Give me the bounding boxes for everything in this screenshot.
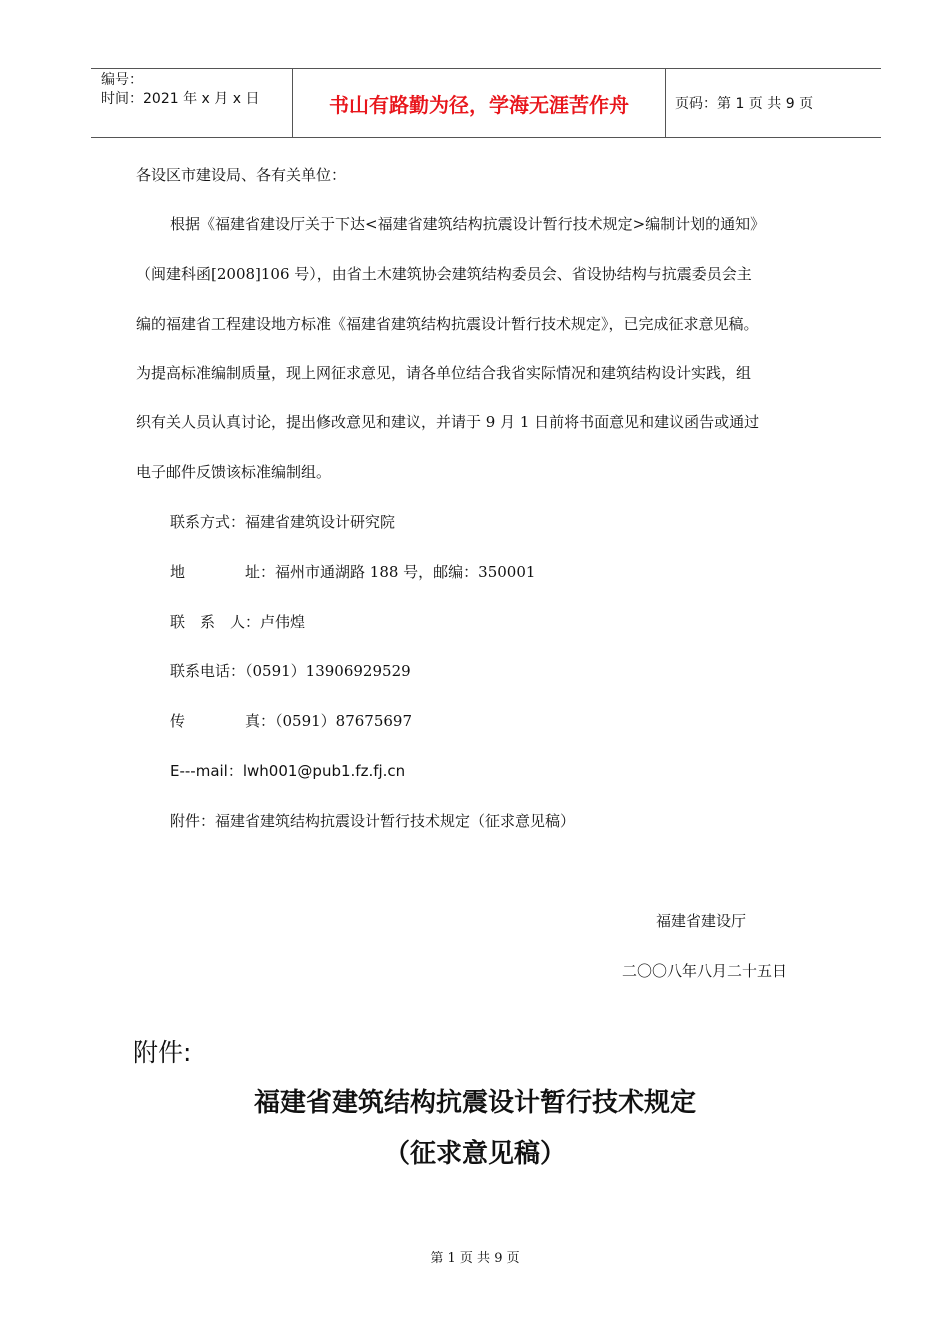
paragraph-line: 电子邮件反馈该标准编制组。 — [136, 463, 332, 481]
time-label: 时间：2021 年 x 月 x 日 — [101, 91, 260, 107]
page-footer: 第 1 页 共 9 页 — [430, 1251, 520, 1266]
contact-email: E---mail：lwh001@pub1.fz.fj.cn — [170, 762, 406, 780]
paragraph-line: 根据《福建省建设厅关于下达<福建省建筑结构抗震设计暂行技术规定>编制计划的通知》 — [170, 215, 766, 233]
attachment-label: 附件: — [133, 1038, 192, 1067]
signer: 福建省建设厅 — [656, 912, 747, 930]
contact-fax: 传 真：（0591）87675697 — [170, 712, 413, 730]
header-meta — [91, 69, 293, 137]
contact-method: 联系方式：福建省建筑设计研究院 — [170, 513, 396, 531]
attachment-note: 附件：福建省建筑结构抗震设计暂行技术规定（征求意见稿） — [170, 812, 576, 830]
salutation: 各设区市建设局、各有关单位： — [136, 166, 347, 184]
paragraph-line: 织有关人员认真讨论，提出修改意见和建议，并请于 9 月 1 日前将书面意见和建议函告或通过 — [136, 413, 760, 431]
contact-address: 地 址：福州市通湖路 188 号，邮编：350001 — [170, 563, 536, 581]
header-motto: 书山有路勤为径，学海无涯苦作舟 — [293, 69, 666, 137]
number-label: 编号： — [101, 72, 143, 88]
attachment-subtitle: （征求意见稿） — [383, 1139, 566, 1169]
paragraph-line: 为提高标准编制质量，现上网征求意见，请各单位结合我省实际情况和建筑结构设计实践，组 — [136, 364, 752, 382]
letter-date: 二〇〇八年八月二十五日 — [622, 962, 788, 980]
contact-phone: 联系电话：（0591）13906929529 — [170, 662, 411, 680]
document-header — [91, 68, 881, 138]
paragraph-line: 编的福建省工程建设地方标准《福建省建筑结构抗震设计暂行技术规定》，已完成征求意见稿。 — [136, 315, 759, 333]
attachment-title: 福建省建筑结构抗震设计暂行技术规定 — [253, 1088, 696, 1118]
paragraph-line: （闽建科函[2008]106 号），由省土木建筑协会建筑结构委员会、省设协结构与抗震委员会主 — [136, 265, 752, 283]
header-page-info: 页码：第 1 页 共 9 页 — [675, 96, 814, 112]
contact-person: 联 系 人：卢伟煌 — [170, 613, 306, 631]
